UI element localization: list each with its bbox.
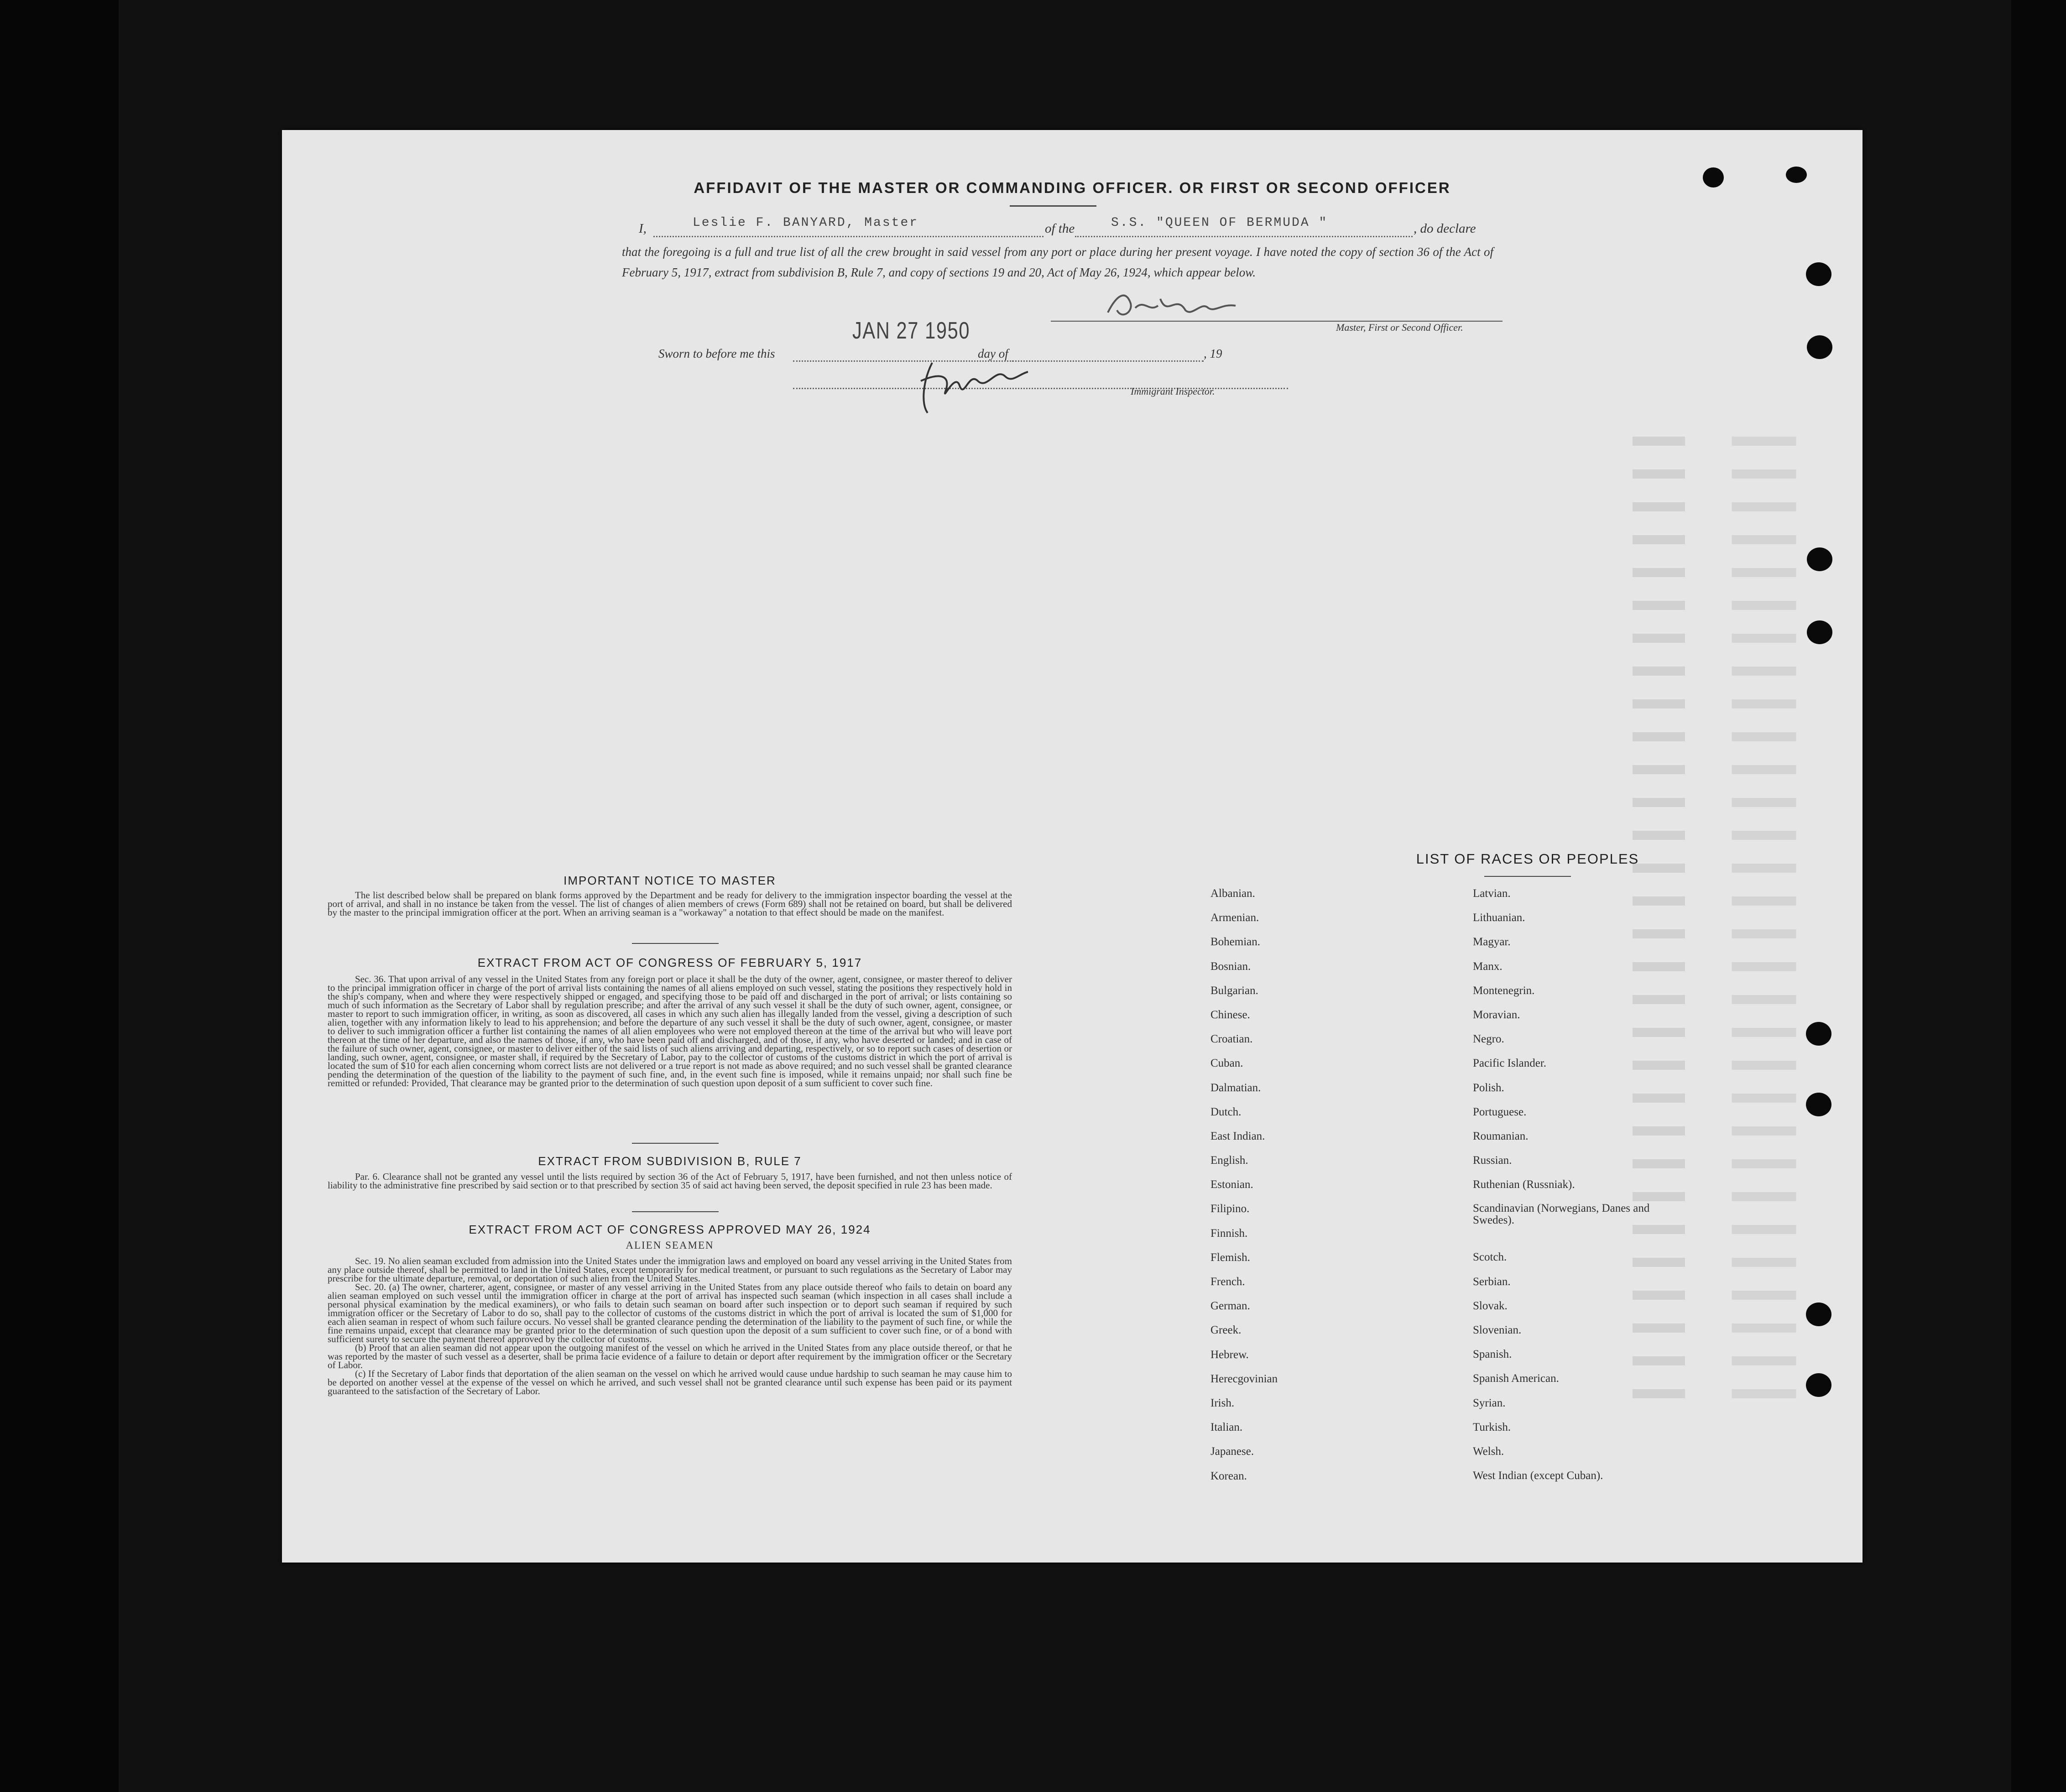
important-notice-paragraph: The list described below shall be prepared on blank forms approved by the Department and be ready for delivery to the immigration inspector boarding the vessel at the port of arrival, and shall in no instance be taken from the vessel. The list of changes of alien members of crews (Form 689) shall not be retained on board, but shall be delivered by the master to the principal immigration officer at the port. When an arriving seaman is a "workaway" a notation to that effect should be made on the manifest. <box>328 890 1012 918</box>
master-name: Leslie F. BANYARD, Master <box>693 216 919 230</box>
races-list-title: LIST OF RACES OR PEOPLES <box>1416 851 1639 867</box>
race-item: Russian. <box>1473 1154 1512 1167</box>
affidavit-title: AFFIDAVIT OF THE MASTER OR COMMANDING OFFICER. OR FIRST OR SECOND OFFICER <box>694 179 1451 196</box>
master-label: Master, First or Second Officer. <box>1336 322 1463 333</box>
divider <box>632 1211 719 1212</box>
race-item: East Indian. <box>1210 1130 1265 1142</box>
race-item: Dalmatian. <box>1210 1081 1261 1094</box>
race-item: Bosnian. <box>1210 960 1251 973</box>
divider <box>1484 876 1571 877</box>
do-declare: , do declare <box>1414 221 1476 236</box>
race-item: Greek. <box>1210 1324 1242 1337</box>
divider <box>632 1143 719 1144</box>
race-item: Finnish. <box>1210 1227 1248 1240</box>
race-item: Syrian. <box>1473 1396 1506 1409</box>
name-blank <box>653 236 1043 237</box>
punch-hole <box>1807 547 1832 571</box>
race-item: Lithuanian. <box>1473 912 1525 924</box>
film-edge-right <box>2011 0 2066 1792</box>
race-item: Magyar. <box>1473 936 1511 948</box>
race-item: Manx. <box>1473 960 1503 973</box>
race-item: Dutch. <box>1210 1105 1242 1118</box>
race-item: Serbian. <box>1473 1275 1511 1288</box>
important-notice-title: IMPORTANT NOTICE TO MASTER <box>563 874 776 887</box>
race-item: Slovak. <box>1473 1299 1508 1312</box>
race-item: English. <box>1210 1154 1248 1167</box>
race-item: Armenian. <box>1210 912 1259 924</box>
inspector-signature <box>914 354 1033 417</box>
vessel-blank <box>1075 236 1413 237</box>
race-item: Scandinavian (Norwegians, Danes and Swedes). <box>1473 1202 1650 1227</box>
race-item: Hebrew. <box>1210 1348 1249 1361</box>
section-19-paragraph: Sec. 19. No alien seaman excluded from admission into the United States under the immigration laws and employed on board any vessel arriving in the United States from any place outside thereof, shall be permitted to land in the United States, except temporarily for medical treatment, or pursuant to such regulations as the Secretary of Labor may prescribe for the ultimate departure, removal, or deportation of such alien from the United States. <box>328 1255 1012 1284</box>
race-item: Japanese. <box>1210 1445 1254 1458</box>
race-item: Bohemian. <box>1210 936 1261 948</box>
month-blank <box>1012 360 1204 362</box>
race-item: Turkish. <box>1473 1421 1511 1433</box>
divider <box>632 943 719 944</box>
race-item: French. <box>1210 1276 1245 1288</box>
rule-7-paragraph: Par. 6. Clearance shall not be granted any vessel until the lists required by section 36 of the Act of February 5, 1917, have been furnished, and not then unless notice of liability to the administrative fine prescribed by said section or to that prescribed by section 35 of said act having been served, the deposit specified in rule 23 has been made. <box>328 1171 1012 1191</box>
act-1917-text <box>328 975 1012 1088</box>
act-1924-title: EXTRACT FROM ACT OF CONGRESS APPROVED MAY 26, 1924 <box>469 1223 871 1236</box>
race-item: Spanish. <box>1473 1348 1512 1361</box>
vessel-name: S.S. "QUEEN OF BERMUDA " <box>1111 216 1328 230</box>
race-item: Moravian. <box>1473 1008 1520 1021</box>
act-1924-text <box>328 1257 1012 1396</box>
year-prefix: , 19 <box>1204 347 1222 360</box>
race-item: Albanian. <box>1210 887 1255 900</box>
race-item: Herecgovinian <box>1210 1372 1278 1385</box>
section-20c-paragraph: (c) If the Secretary of Labor finds that deportation of the alien seaman on the vessel on which he arrived would cause undue hardship to such seaman he may cause him to be deported on another vessel at the expense of the vessel on which he arrived, and such vessel shall not be granted clearance until such expense has been paid or its payment guaranteed to the satisfaction of the Secretary of Labor. <box>328 1368 1012 1396</box>
race-item: Welsh. <box>1473 1445 1504 1458</box>
race-item: Irish. <box>1210 1396 1235 1409</box>
race-item: Spanish American. <box>1473 1372 1559 1385</box>
race-item: Slovenian. <box>1473 1324 1522 1336</box>
race-item: Cuban. <box>1210 1057 1243 1070</box>
punch-hole <box>1807 335 1832 359</box>
race-item: Latvian. <box>1473 887 1511 900</box>
punch-hole <box>1806 1093 1831 1116</box>
race-item: Flemish. <box>1210 1251 1250 1264</box>
title-divider <box>1010 205 1096 207</box>
affidavit-body: that the foregoing is a full and true list of all the crew brought in said vessel from any port or place during her present voyage. I have noted the copy of section 36 of the Act of February 5, 1917, extract from subdivision B, Rule 7, and copy of sections 19 and 20, Act of May 26, 1924, which appear below. <box>622 245 1493 279</box>
race-item: German. <box>1210 1300 1250 1313</box>
race-item: Pacific Islander. <box>1473 1057 1547 1070</box>
race-item: Chinese. <box>1210 1008 1250 1021</box>
race-item: Estonian. <box>1210 1178 1253 1191</box>
race-item: Bulgarian. <box>1210 984 1258 997</box>
alien-seamen-heading: ALIEN SEAMEN <box>626 1240 714 1251</box>
races-left-column <box>1210 887 1278 1494</box>
race-item: Scotch. <box>1473 1251 1507 1264</box>
sworn-prefix: Sworn to before me this <box>658 347 775 360</box>
manifest-page <box>282 130 1863 1563</box>
punch-hole <box>1806 1373 1831 1397</box>
punch-hole <box>1806 1302 1831 1326</box>
race-item: Korean. <box>1210 1469 1247 1482</box>
inspector-label: Immigrant Inspector. <box>1131 385 1215 397</box>
rule-7-text <box>328 1172 1012 1190</box>
punch-hole <box>1806 262 1831 286</box>
race-item: Ruthenian (Russniak). <box>1473 1178 1575 1191</box>
race-item: Polish. <box>1473 1081 1504 1094</box>
section-20b-paragraph: (b) Proof that an alien seaman did not appear upon the outgoing manifest of the vessel on which he arrived in the United States from any place outside thereof, or that he was reported by the master of such vessel as a deserter, shall be prima facie evidence of a failure to detain or deport after requirement by the immigration officer or the Secretary of Labor. <box>328 1342 1012 1370</box>
race-item: Montenegrin. <box>1473 984 1535 997</box>
pronoun: I, <box>639 221 647 236</box>
punch-hole <box>1806 1022 1831 1046</box>
of-the: of the <box>1045 221 1075 236</box>
race-item: Croatian. <box>1210 1033 1253 1046</box>
races-right-column <box>1473 887 1655 1494</box>
race-item: Negro. <box>1473 1033 1504 1046</box>
race-item: Roumanian. <box>1473 1130 1529 1142</box>
day-of: day of <box>978 347 1008 360</box>
section-36-paragraph: Sec. 36. That upon arrival of any vessel in the United States from any foreign port or place it shall be the duty of the owner, agent, consignee, or master thereof to deliver to the principal immigration officer in charge of the port of arrival lists containing the names of all aliens employed on such vessel, stating the positions they respectively hold in the ship's company, when and where they were respectively shipped or engaged, and specifying those to be paid off and discharged in the port of arrival; or lists containing so much of such information as the Secretary of Labor shall by regulation prescribe; and after the arrival of any such vessel it shall be the duty of such owner, agent, consignee, or master to report to such immigration officer, in writing, as soon as discovered, all cases in which any such alien has illegally landed from the vessel, giving a description of such alien, together with any information likely to lead to his apprehension; and before the departure of any such vessel it shall be the duty of such owner, agent, consignee, or master to deliver to such immigration officer a further list containing the names of all alien employees who were not employed thereon at the time of the arrival but who will leave port thereon at the time of her departure, and also the names of those, if any, who have been paid off and discharged, and of those, if any, who have deserted or landed; and in case of the failure of such owner, agent, consignee, or master to deliver either of the said lists of such aliens arriving and departing, respectively, or so to report such cases of desertion or landing, such owner, agent, consignee, or master shall, if required by the Secretary of Labor, pay to the collector of customs of the customs district in which the port of arrival is located the sum of $10 for each alien concerning whom correct lists are not delivered or a true report is not made as above required; and no such vessel shall be granted clearance pending the determination of the question of the liability to the payment of such fine, and, in the event such fine is imposed, while it remains unpaid; nor shall such fine be remitted or refunded: Provided, That clearance may be granted prior to the determination of such question upon deposit of a sum sufficient to cover such fine. <box>328 974 1012 1089</box>
film-edge-left <box>0 0 119 1792</box>
race-item: Portuguese. <box>1473 1105 1527 1118</box>
rule-7-title: EXTRACT FROM SUBDIVISION B, RULE 7 <box>538 1154 802 1168</box>
important-notice-text <box>328 891 1012 917</box>
race-item: West Indian (except Cuban). <box>1473 1469 1603 1482</box>
section-20a-paragraph: Sec. 20. (a) The owner, charterer, agent, consignee, or master of any vessel arriving in the United States from any place outside thereof who fails to detain on board any alien seaman employed on such vessel until the immigration officer in charge at the port of arrival has inspected such seaman (which inspection in all cases shall include a personal physical examination by the medical examiners), or who fails to detain such seaman on board after such inspection or to deport such seaman if required by such immigration officer or the Secretary of Labor to do so, shall pay to the collector of customs of the customs district in which the port of arrival is located the sum of $1,000 for each alien seaman in respect of whom such failure occurs. No vessel shall be granted clearance pending the determination of the liability to the payment of such fine, or while the fine remains unpaid, except that clearance may be granted prior to the determination of such question upon the deposit of a sum sufficient to cover such fine, or of a bond with sufficient surety to secure the payment thereof approved by the collector of customs. <box>328 1281 1012 1344</box>
date-stamp: JAN 27 1950 <box>852 318 970 344</box>
race-item: Italian. <box>1210 1421 1243 1434</box>
act-1917-title: EXTRACT FROM ACT OF CONGRESS OF FEBRUARY 5, 1917 <box>477 956 862 969</box>
punch-hole <box>1807 620 1832 644</box>
race-item: Filipino. <box>1210 1203 1250 1215</box>
master-signature <box>1103 285 1240 326</box>
